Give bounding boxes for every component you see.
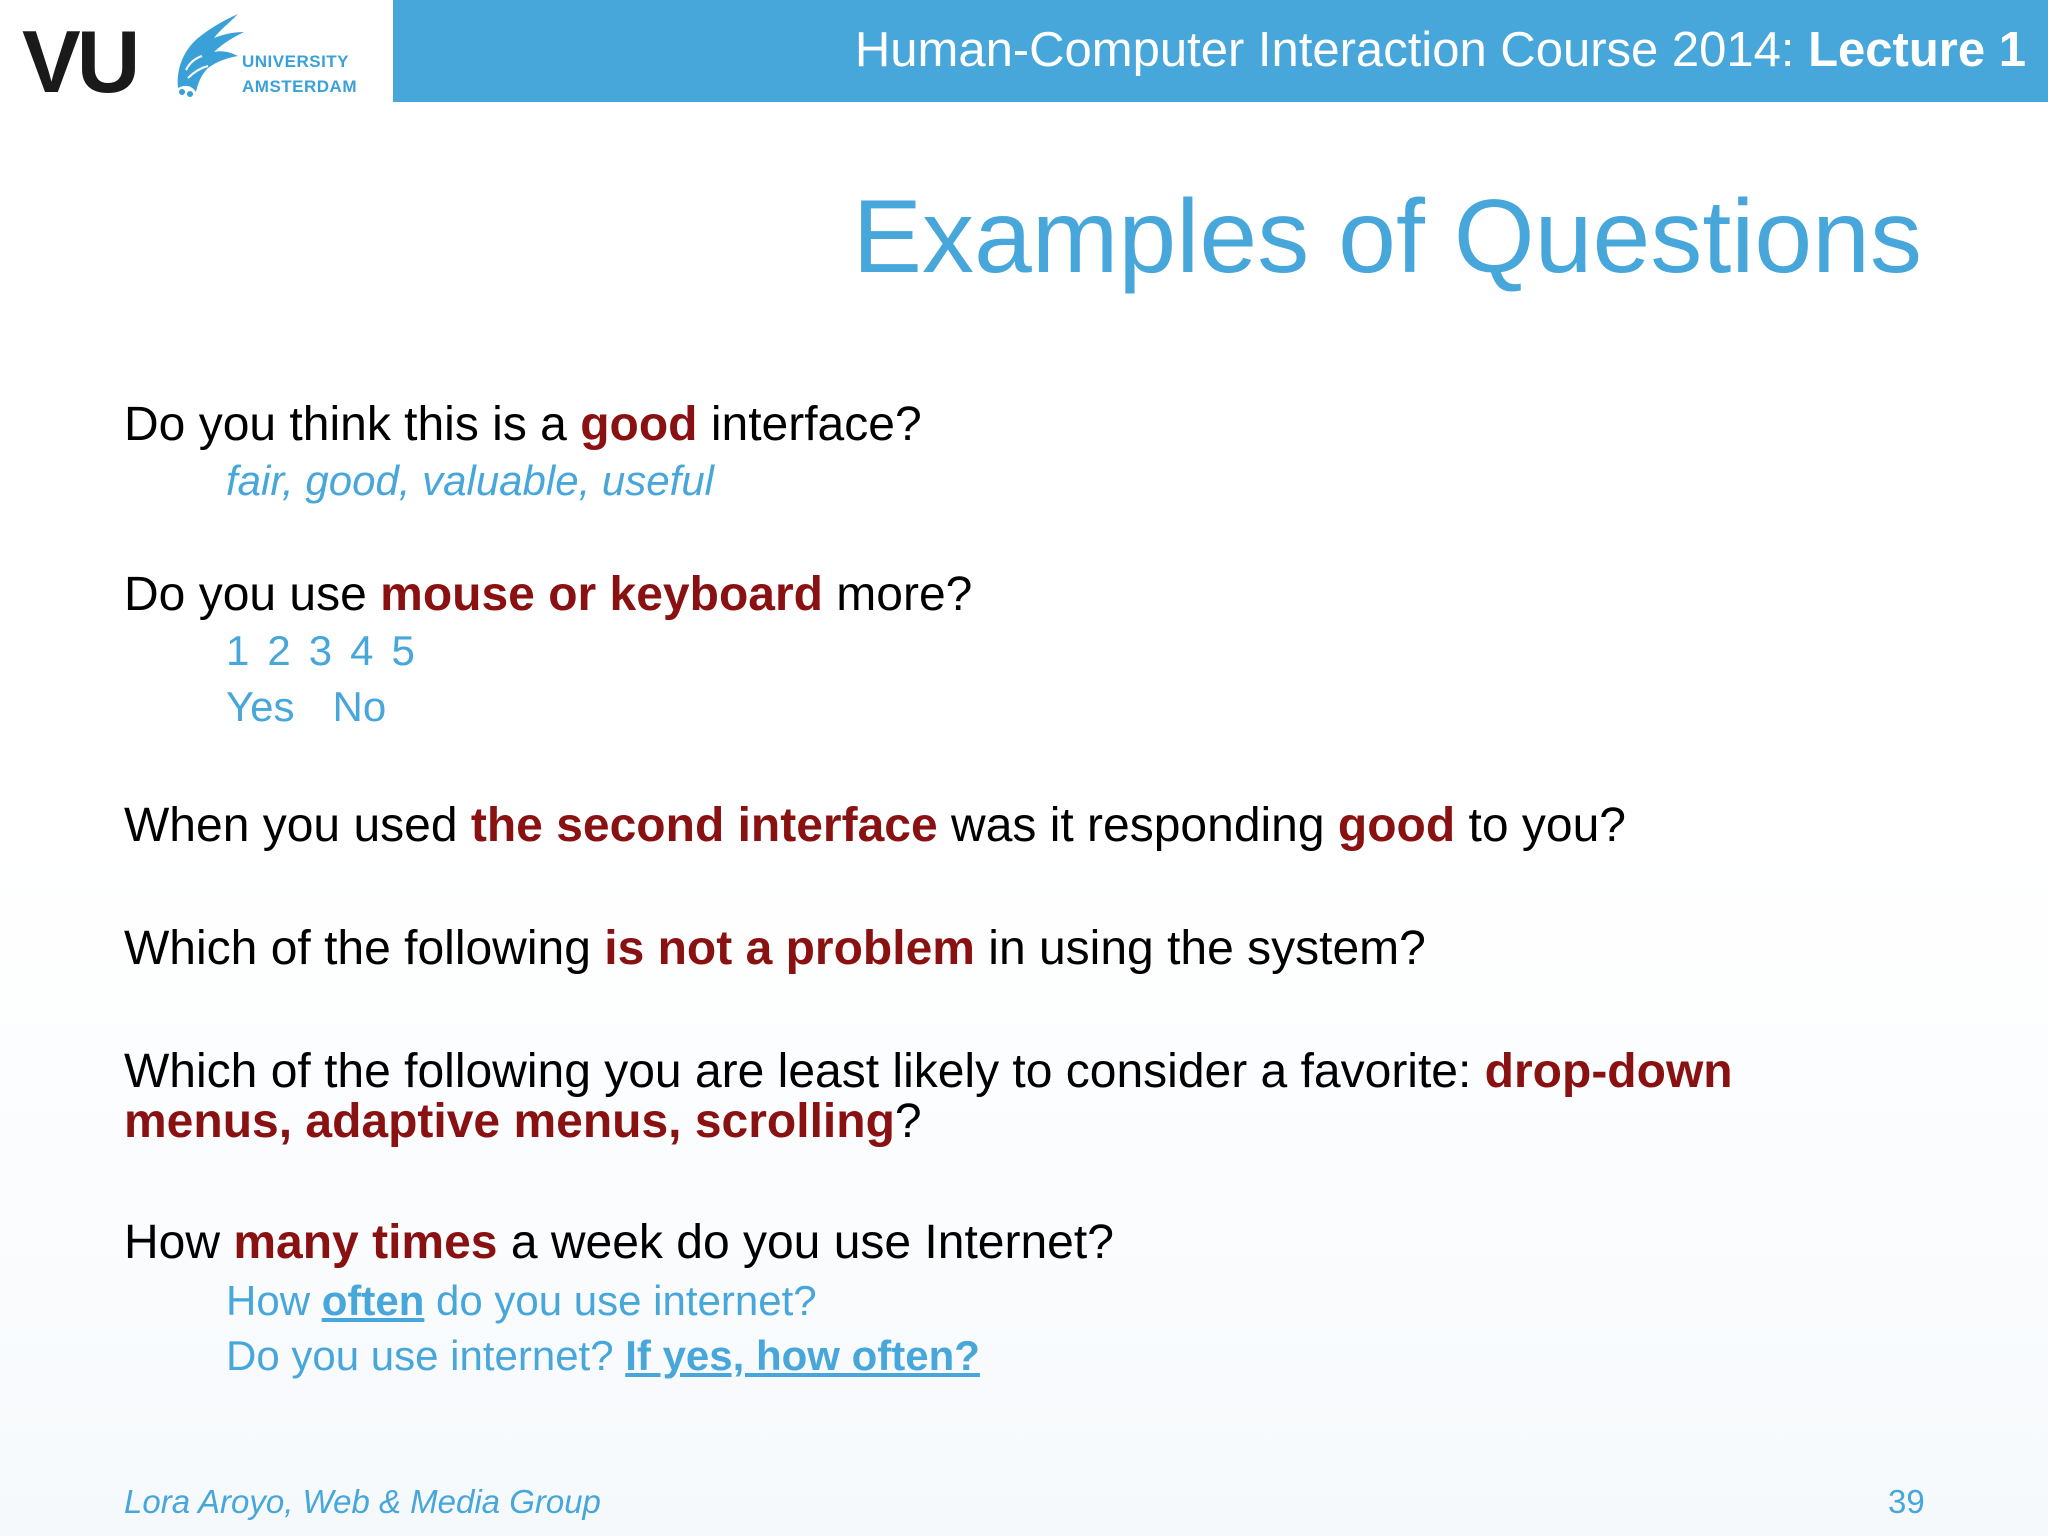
slide-title: Examples of Questions: [852, 179, 1922, 295]
question-5-line-2: [124, 1097, 922, 1147]
question-text: a week do you use Internet?: [497, 1216, 1114, 1269]
question-emphasis: is not a problem: [604, 922, 975, 975]
header-bar: [393, 0, 2048, 102]
question-6: [124, 1218, 1114, 1268]
logo-amsterdam-text: AMSTERDAM: [242, 77, 357, 96]
scale-option: 2: [267, 627, 291, 674]
question-emphasis: drop-down: [1484, 1045, 1733, 1098]
question-6-rephrase-1: [226, 1276, 817, 1326]
question-text: to you?: [1455, 799, 1626, 852]
yes-no-options: [226, 682, 386, 732]
course-title: Human-Computer Interaction Course 2014:: [854, 23, 1809, 77]
question-text: was it responding: [937, 799, 1338, 852]
question-emphasis: the second interface: [470, 799, 938, 852]
logo-university-text: UNIVERSITY: [242, 52, 350, 71]
rephrase-text: How: [226, 1277, 322, 1324]
question-text: Do you think this is a: [124, 398, 581, 451]
rephrase-text: Do you use internet?: [226, 1332, 626, 1379]
question-text: Which of the following you are least likely to consider a favorite:: [124, 1045, 1485, 1098]
question-emphasis: good: [1337, 799, 1456, 852]
rephrase-text: do you use internet?: [424, 1277, 817, 1324]
question-emphasis: mouse or keyboard: [380, 568, 823, 621]
question-text: How: [124, 1216, 234, 1269]
scale-option: 4: [350, 627, 374, 674]
header-title: [855, 22, 2026, 78]
page-number: 39: [1888, 1483, 1925, 1520]
question-emphasis: good: [580, 398, 698, 451]
vu-logo: [0, 0, 392, 111]
question-text: interface?: [697, 398, 922, 451]
yes-option: Yes: [226, 683, 295, 730]
no-option: No: [332, 683, 387, 730]
lecture-label: Lecture 1: [1808, 23, 2026, 77]
vu-logo-mark: VU: [22, 12, 137, 111]
question-text: in using the system?: [974, 922, 1426, 975]
rephrase-emphasis: If yes, how often?: [625, 1332, 980, 1379]
question-2: [124, 570, 972, 620]
question-1: [124, 400, 922, 450]
question-1-answers: fair, good, valuable, useful: [226, 457, 715, 504]
question-text: Do you use: [124, 568, 381, 621]
question-text: ?: [894, 1095, 922, 1148]
scale-option: 3: [308, 627, 333, 674]
question-3: [124, 801, 1626, 851]
question-text: more?: [822, 568, 973, 621]
scale-option: 5: [391, 627, 415, 674]
footer-author: Lora Aroyo, Web & Media Group: [124, 1483, 601, 1520]
question-text: Which of the following: [124, 922, 605, 975]
question-emphasis: menus, adaptive menus, scrolling: [124, 1095, 895, 1148]
question-text: When you used: [124, 799, 471, 852]
question-emphasis: many times: [233, 1216, 498, 1269]
question-6-rephrase-2: [226, 1331, 980, 1381]
rephrase-emphasis: often: [321, 1277, 425, 1324]
griffin-icon: [158, 8, 248, 98]
scale-option: 1: [226, 627, 250, 674]
question-4: [124, 924, 1426, 974]
rating-scale: [226, 626, 415, 676]
question-5-line-1: [124, 1047, 1733, 1097]
